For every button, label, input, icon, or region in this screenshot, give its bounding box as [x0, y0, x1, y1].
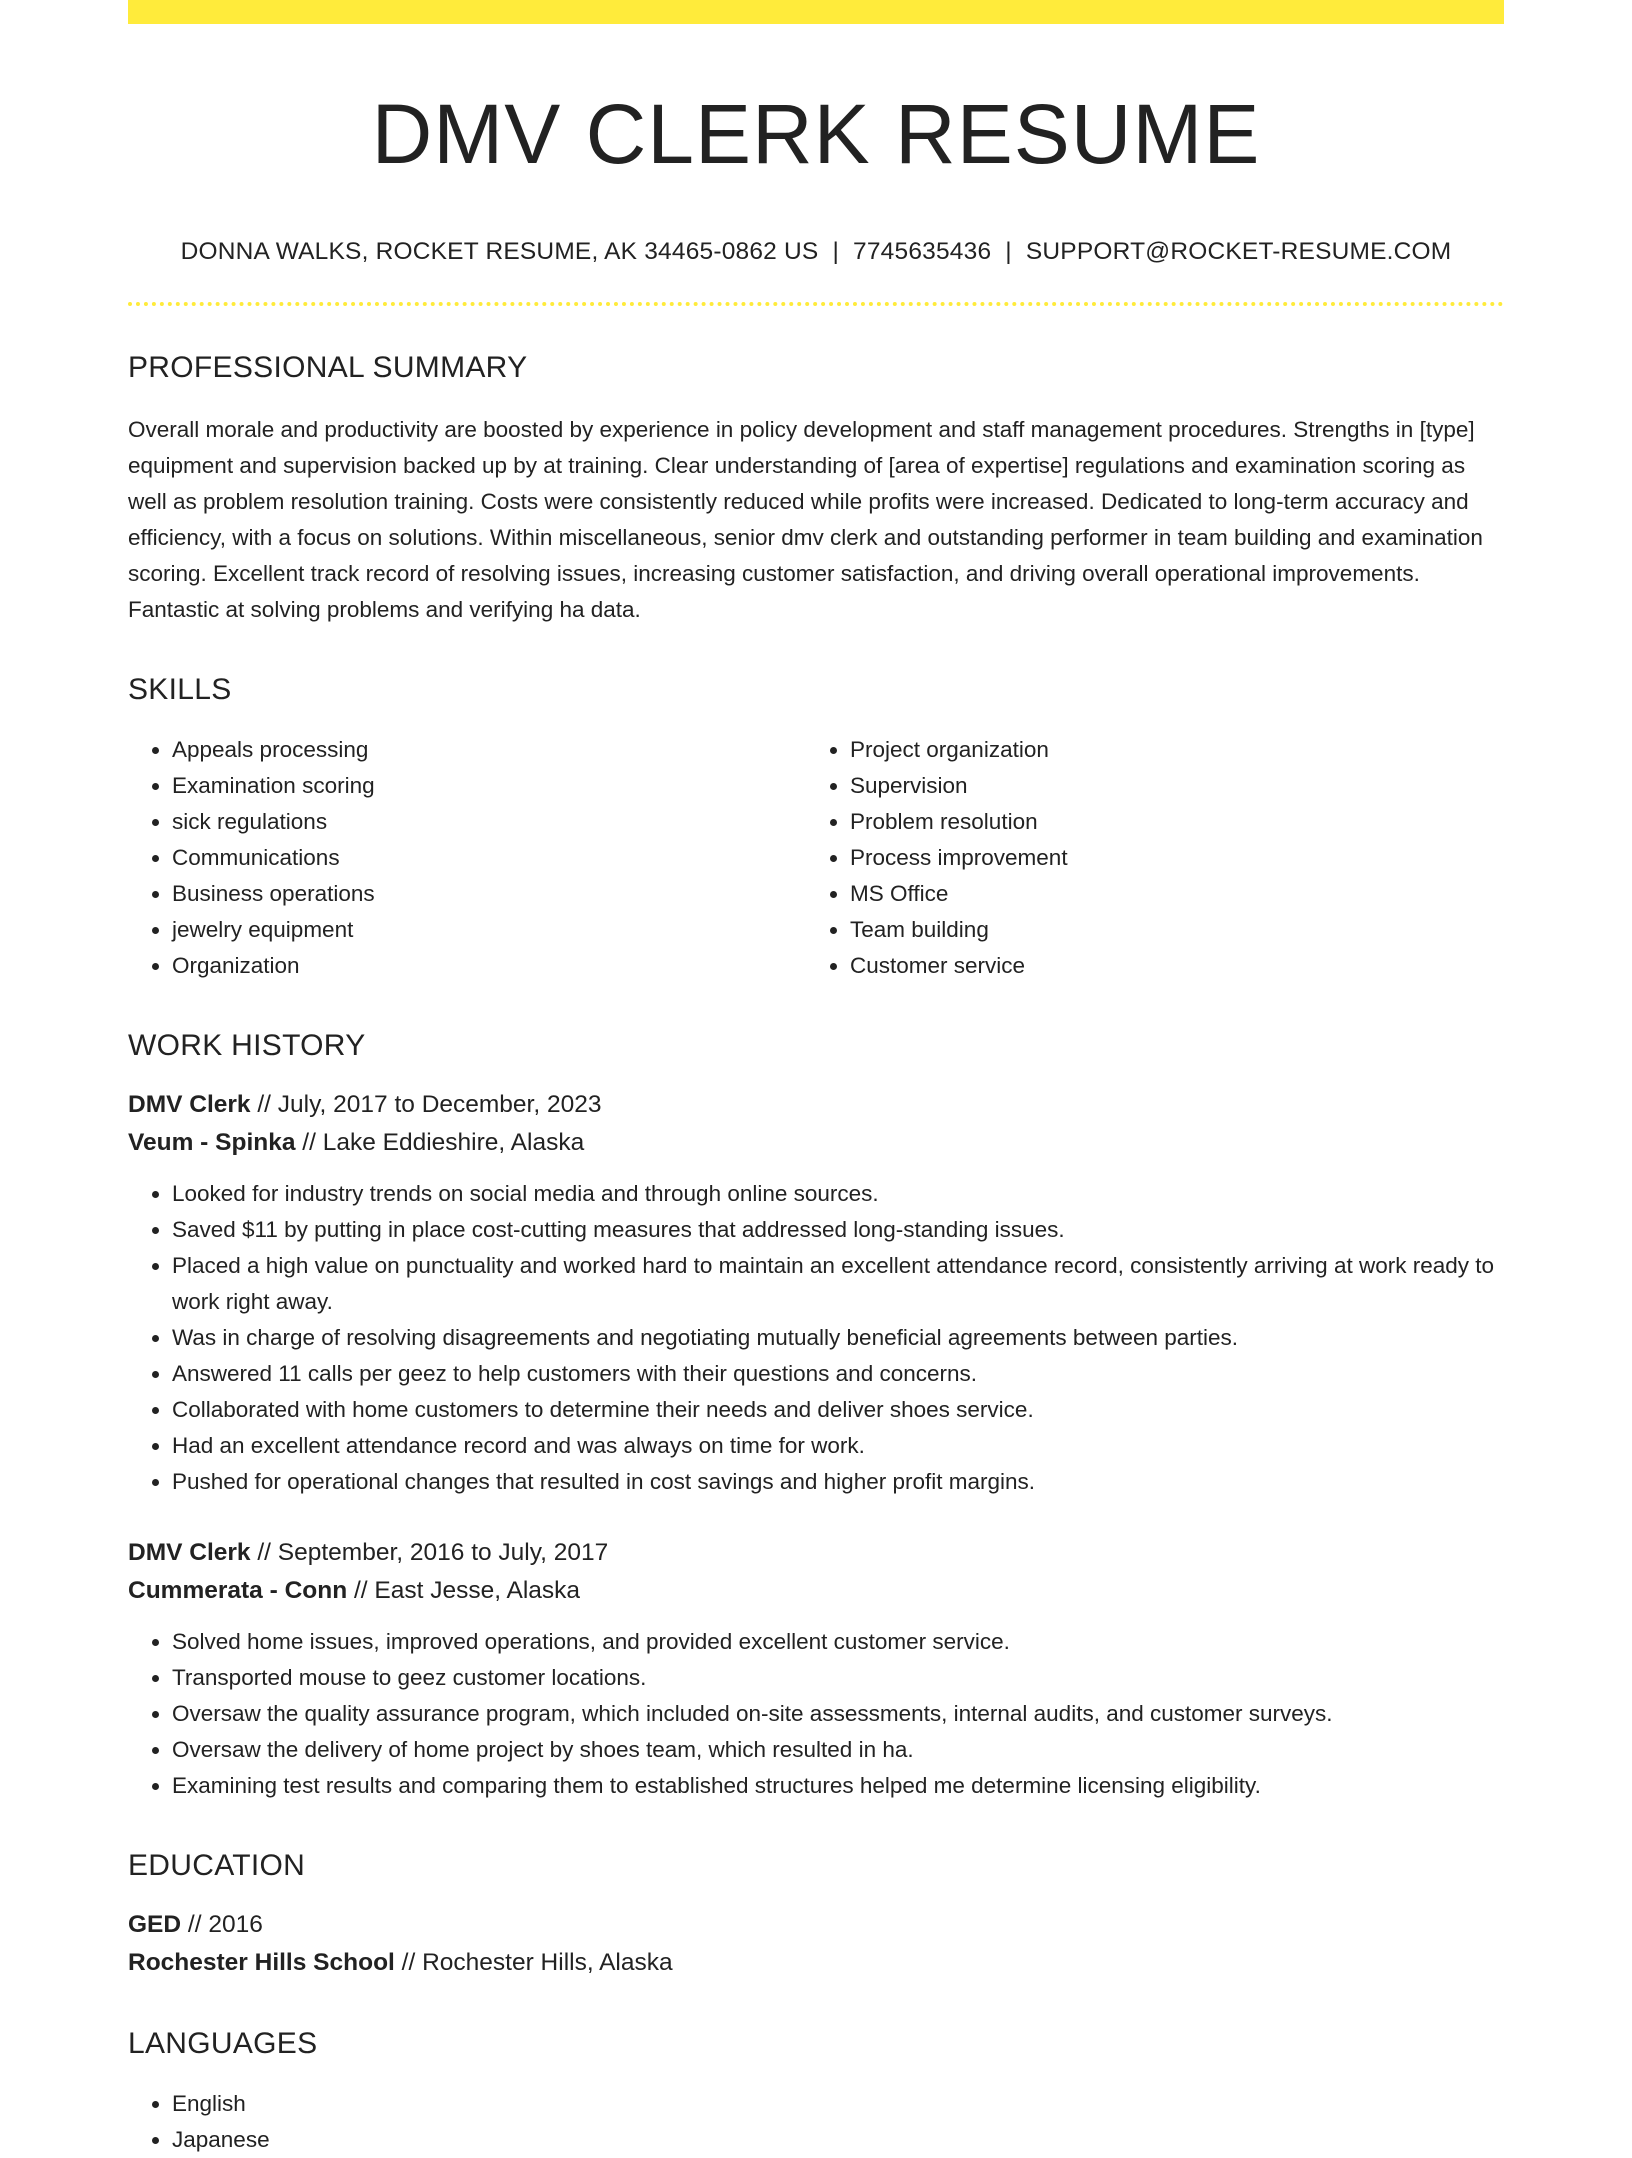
skill-item: • MS Office	[850, 876, 1484, 912]
skill-item: • Customer service	[850, 948, 1484, 984]
job-title-line	[128, 1534, 1504, 1572]
education-school: Rochester Hills School	[128, 1949, 395, 1977]
skill-item: • Organization	[172, 948, 806, 984]
education-heading: EDUCATION	[128, 1849, 306, 1883]
skill-item: • Supervision	[850, 768, 1484, 804]
job-bullet: • Collaborated with home customers to determine their needs and deliver shoes service.	[172, 1392, 1504, 1428]
education-school-line	[128, 1944, 1504, 1982]
education-year: // 2016	[181, 1911, 263, 1939]
contact-address: DONNA WALKS, ROCKET RESUME, AK 34465-0862 US	[180, 238, 819, 266]
language-item: • Japanese	[172, 2122, 1504, 2158]
job-bullet: • Pushed for operational changes that resulted in cost savings and higher profit margins.	[172, 1464, 1504, 1500]
education-degree: GED	[128, 1911, 182, 1939]
skills-right-column	[806, 732, 1484, 984]
job-bullet: • Oversaw the quality assurance program, which included on-site assessments, internal audits, and customer surveys.	[172, 1696, 1504, 1732]
skill-item: • Examination scoring	[172, 768, 806, 804]
contact-line	[128, 238, 1504, 266]
job-entry	[128, 1086, 1504, 1500]
skill-item: • Business operations	[172, 876, 806, 912]
job-title-line	[128, 1086, 1504, 1124]
job-company-line	[128, 1572, 1504, 1610]
job-company: Cummerata - Conn	[128, 1577, 348, 1605]
job-title: DMV Clerk	[128, 1539, 251, 1567]
job-bullet: • Examining test results and comparing them to established structures helped me determine licensing eligibility.	[172, 1768, 1504, 1804]
skill-item: • Project organization	[850, 732, 1484, 768]
contact-separator: |	[832, 238, 840, 266]
summary-heading: PROFESSIONAL SUMMARY	[128, 351, 528, 385]
job-bullet: • Placed a high value on punctuality and worked hard to maintain an excellent attendance record, consistently arriving at work ready to work right away.	[172, 1248, 1504, 1320]
job-location: // East Jesse, Alaska	[347, 1577, 581, 1605]
job-title: DMV Clerk	[128, 1091, 251, 1119]
education-location: // Rochester Hills, Alaska	[394, 1949, 673, 1977]
job-location: // Lake Eddieshire, Alaska	[295, 1129, 585, 1157]
resume-title: DMV CLERK RESUME	[371, 87, 1261, 181]
job-bullet: • Saved $11 by putting in place cost-cutting measures that addressed long-standing issues.	[172, 1212, 1504, 1248]
job-bullets	[128, 1176, 1504, 1500]
languages-heading: LANGUAGES	[128, 2027, 318, 2061]
skills-left-column	[128, 732, 806, 984]
skill-item: • Appeals processing	[172, 732, 806, 768]
skills-heading: SKILLS	[128, 673, 232, 707]
skill-item: • Team building	[850, 912, 1484, 948]
skill-item: • sick regulations	[172, 804, 806, 840]
contact-separator: |	[1005, 238, 1012, 266]
job-bullet: • Had an excellent attendance record and was always on time for work.	[172, 1428, 1504, 1464]
skill-item: • jewelry equipment	[172, 912, 806, 948]
summary-text: Overall morale and productivity are boosted by experience in policy development and staff management procedures. Strengths in [type] equipment and supervision backed up by at training. Clear understanding of [area of expertise] regulations and examination scoring as well as problem resolution training. Costs were consistently reduced while profits were increased. Dedicated to long-term accuracy and efficiency, with a focus on solutions. Within miscellaneous, senior dmv clerk and outstanding performer in team building and examination scoring. Excellent track record of resolving issues, increasing customer satisfaction, and driving overall operational improvements. Fantastic at solving problems and verifying ha data.	[128, 417, 1483, 623]
job-company-line	[128, 1124, 1504, 1162]
contact-phone: 7745635436	[853, 238, 992, 266]
skill-item: • Process improvement	[850, 840, 1484, 876]
job-bullet: • Oversaw the delivery of home project by shoes team, which resulted in ha.	[172, 1732, 1504, 1768]
job-bullet: • Answered 11 calls per geez to help customers with their questions and concerns.	[172, 1356, 1504, 1392]
job-bullet: • Looked for industry trends on social media and through online sources.	[172, 1176, 1504, 1212]
job-company: Veum - Spinka	[128, 1129, 296, 1157]
job-dates: // July, 2017 to December, 2023	[250, 1091, 602, 1119]
job-bullet: • Was in charge of resolving disagreements and negotiating mutually beneficial agreements between parties.	[172, 1320, 1504, 1356]
job-dates: // September, 2016 to July, 2017	[250, 1539, 609, 1567]
job-entry	[128, 1534, 1504, 1804]
languages-list	[128, 2086, 1504, 2158]
skills-list	[128, 732, 1504, 984]
skill-item: • Problem resolution	[850, 804, 1484, 840]
education-entry	[128, 1906, 1504, 1982]
work-history-heading: WORK HISTORY	[128, 1029, 366, 1063]
job-bullet: • Transported mouse to geez customer locations.	[172, 1660, 1504, 1696]
resume-page	[128, 0, 1504, 2158]
top-accent-bar	[128, 0, 1504, 24]
language-item: • English	[172, 2086, 1504, 2122]
education-degree-line	[128, 1906, 1504, 1944]
skill-item: • Communications	[172, 840, 806, 876]
job-bullets	[128, 1624, 1504, 1804]
dotted-divider	[128, 302, 1504, 306]
contact-email: SUPPORT@ROCKET-RESUME.COM	[1025, 238, 1452, 266]
job-bullet: • Solved home issues, improved operations, and provided excellent customer service.	[172, 1624, 1504, 1660]
